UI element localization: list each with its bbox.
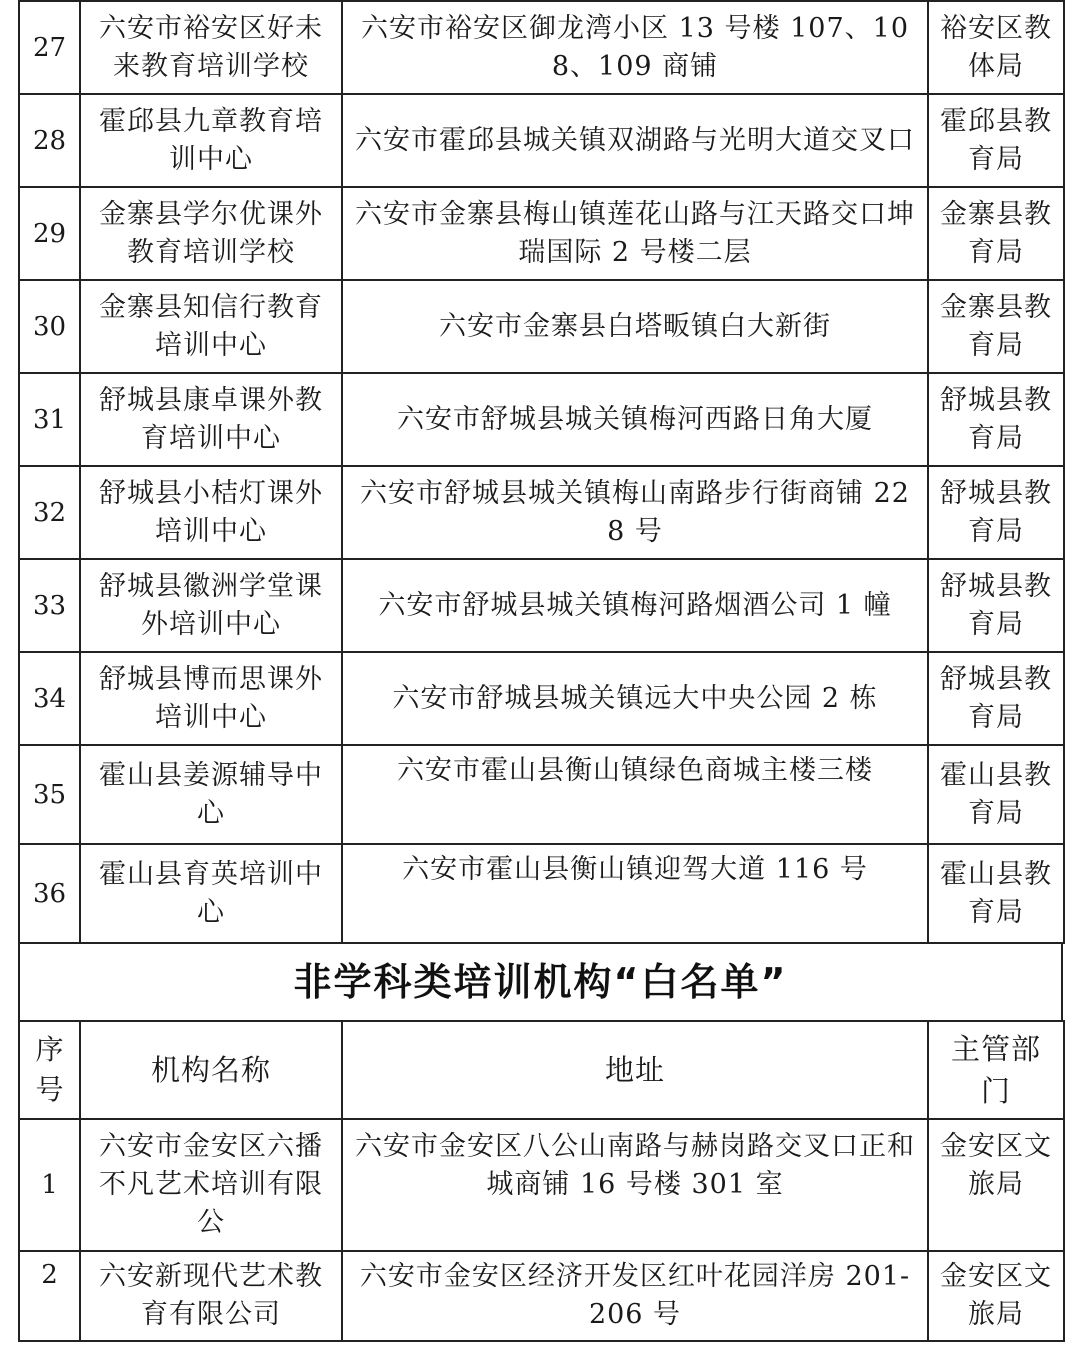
row-seq: 32 bbox=[19, 466, 80, 559]
org-address: 六安市金寨县白塔畈镇白大新街 bbox=[342, 280, 928, 373]
document-page bbox=[18, 0, 1063, 1342]
row-seq: 29 bbox=[19, 187, 80, 280]
table-row bbox=[19, 373, 1064, 466]
org-dept: 舒城县教育局 bbox=[928, 652, 1064, 745]
org-name: 金寨县学尔优课外教育培训学校 bbox=[80, 187, 342, 280]
header-seq: 序号 bbox=[19, 1021, 80, 1119]
table-row bbox=[19, 187, 1064, 280]
table-row bbox=[19, 559, 1064, 652]
org-address: 六安市舒城县城关镇梅河路烟酒公司 1 幢 bbox=[342, 559, 928, 652]
row-seq: 35 bbox=[19, 745, 80, 844]
row-seq: 1 bbox=[19, 1119, 80, 1251]
table-row bbox=[19, 1251, 1064, 1341]
org-name: 舒城县徽洲学堂课外培训中心 bbox=[80, 559, 342, 652]
row-seq: 33 bbox=[19, 559, 80, 652]
table-header-row bbox=[19, 1021, 1064, 1119]
row-seq: 27 bbox=[19, 1, 80, 94]
org-name: 六安新现代艺术教育有限公司 bbox=[80, 1251, 342, 1341]
header-name: 机构名称 bbox=[80, 1021, 342, 1119]
org-dept: 霍邱县教育局 bbox=[928, 94, 1064, 187]
org-name: 霍山县育英培训中心 bbox=[80, 844, 342, 943]
org-name: 舒城县博而思课外培训中心 bbox=[80, 652, 342, 745]
table-row bbox=[19, 94, 1064, 187]
org-name: 金寨县知信行教育培训中心 bbox=[80, 280, 342, 373]
row-seq: 36 bbox=[19, 844, 80, 943]
org-dept: 金安区文旅局 bbox=[928, 1119, 1064, 1251]
table-row bbox=[19, 280, 1064, 373]
table-row bbox=[19, 844, 1064, 943]
org-name: 六安市金安区六播不凡艺术培训有限公 bbox=[80, 1119, 342, 1251]
org-address: 六安市霍山县衡山镇迎驾大道 116 号 bbox=[342, 844, 928, 943]
org-dept: 舒城县教育局 bbox=[928, 466, 1064, 559]
org-dept: 裕安区教体局 bbox=[928, 1, 1064, 94]
org-name: 舒城县康卓课外教育培训中心 bbox=[80, 373, 342, 466]
org-name: 舒城县小桔灯课外培训中心 bbox=[80, 466, 342, 559]
org-address: 六安市裕安区御龙湾小区 13 号楼 107、108、109 商铺 bbox=[342, 1, 928, 94]
org-address: 六安市金安区八公山南路与赫岗路交叉口正和城商铺 16 号楼 301 室 bbox=[342, 1119, 928, 1251]
table-row bbox=[19, 1119, 1064, 1251]
section-title: 非学科类培训机构“白名单” bbox=[18, 944, 1063, 1020]
row-seq: 34 bbox=[19, 652, 80, 745]
org-address: 六安市金寨县梅山镇莲花山路与江天路交口坤瑞国际 2 号楼二层 bbox=[342, 187, 928, 280]
header-address: 地址 bbox=[342, 1021, 928, 1119]
org-address: 六安市舒城县城关镇梅山南路步行街商铺 228 号 bbox=[342, 466, 928, 559]
org-name: 六安市裕安区好未来教育培训学校 bbox=[80, 1, 342, 94]
row-seq: 28 bbox=[19, 94, 80, 187]
org-address: 六安市霍邱县城关镇双湖路与光明大道交叉口 bbox=[342, 94, 928, 187]
row-seq: 2 bbox=[19, 1251, 80, 1341]
org-address: 六安市霍山县衡山镇绿色商城主楼三楼 bbox=[342, 745, 928, 844]
table-row bbox=[19, 652, 1064, 745]
org-name: 霍邱县九章教育培训中心 bbox=[80, 94, 342, 187]
table-row bbox=[19, 466, 1064, 559]
org-name: 霍山县姜源辅导中心 bbox=[80, 745, 342, 844]
row-seq: 30 bbox=[19, 280, 80, 373]
org-dept: 金寨县教育局 bbox=[928, 280, 1064, 373]
table-row bbox=[19, 1, 1064, 94]
org-dept: 金安区文旅局 bbox=[928, 1251, 1064, 1341]
org-address: 六安市舒城县城关镇远大中央公园 2 栋 bbox=[342, 652, 928, 745]
org-dept: 金寨县教育局 bbox=[928, 187, 1064, 280]
org-dept: 霍山县教育局 bbox=[928, 745, 1064, 844]
subject-training-table bbox=[18, 0, 1065, 944]
header-dept: 主管部门 bbox=[928, 1021, 1064, 1119]
non-subject-whitelist-table bbox=[18, 1020, 1065, 1342]
org-dept: 舒城县教育局 bbox=[928, 559, 1064, 652]
org-address: 六安市舒城县城关镇梅河西路日角大厦 bbox=[342, 373, 928, 466]
table-row bbox=[19, 745, 1064, 844]
org-dept: 霍山县教育局 bbox=[928, 844, 1064, 943]
row-seq: 31 bbox=[19, 373, 80, 466]
org-address: 六安市金安区经济开发区红叶花园洋房 201-206 号 bbox=[342, 1251, 928, 1341]
org-dept: 舒城县教育局 bbox=[928, 373, 1064, 466]
